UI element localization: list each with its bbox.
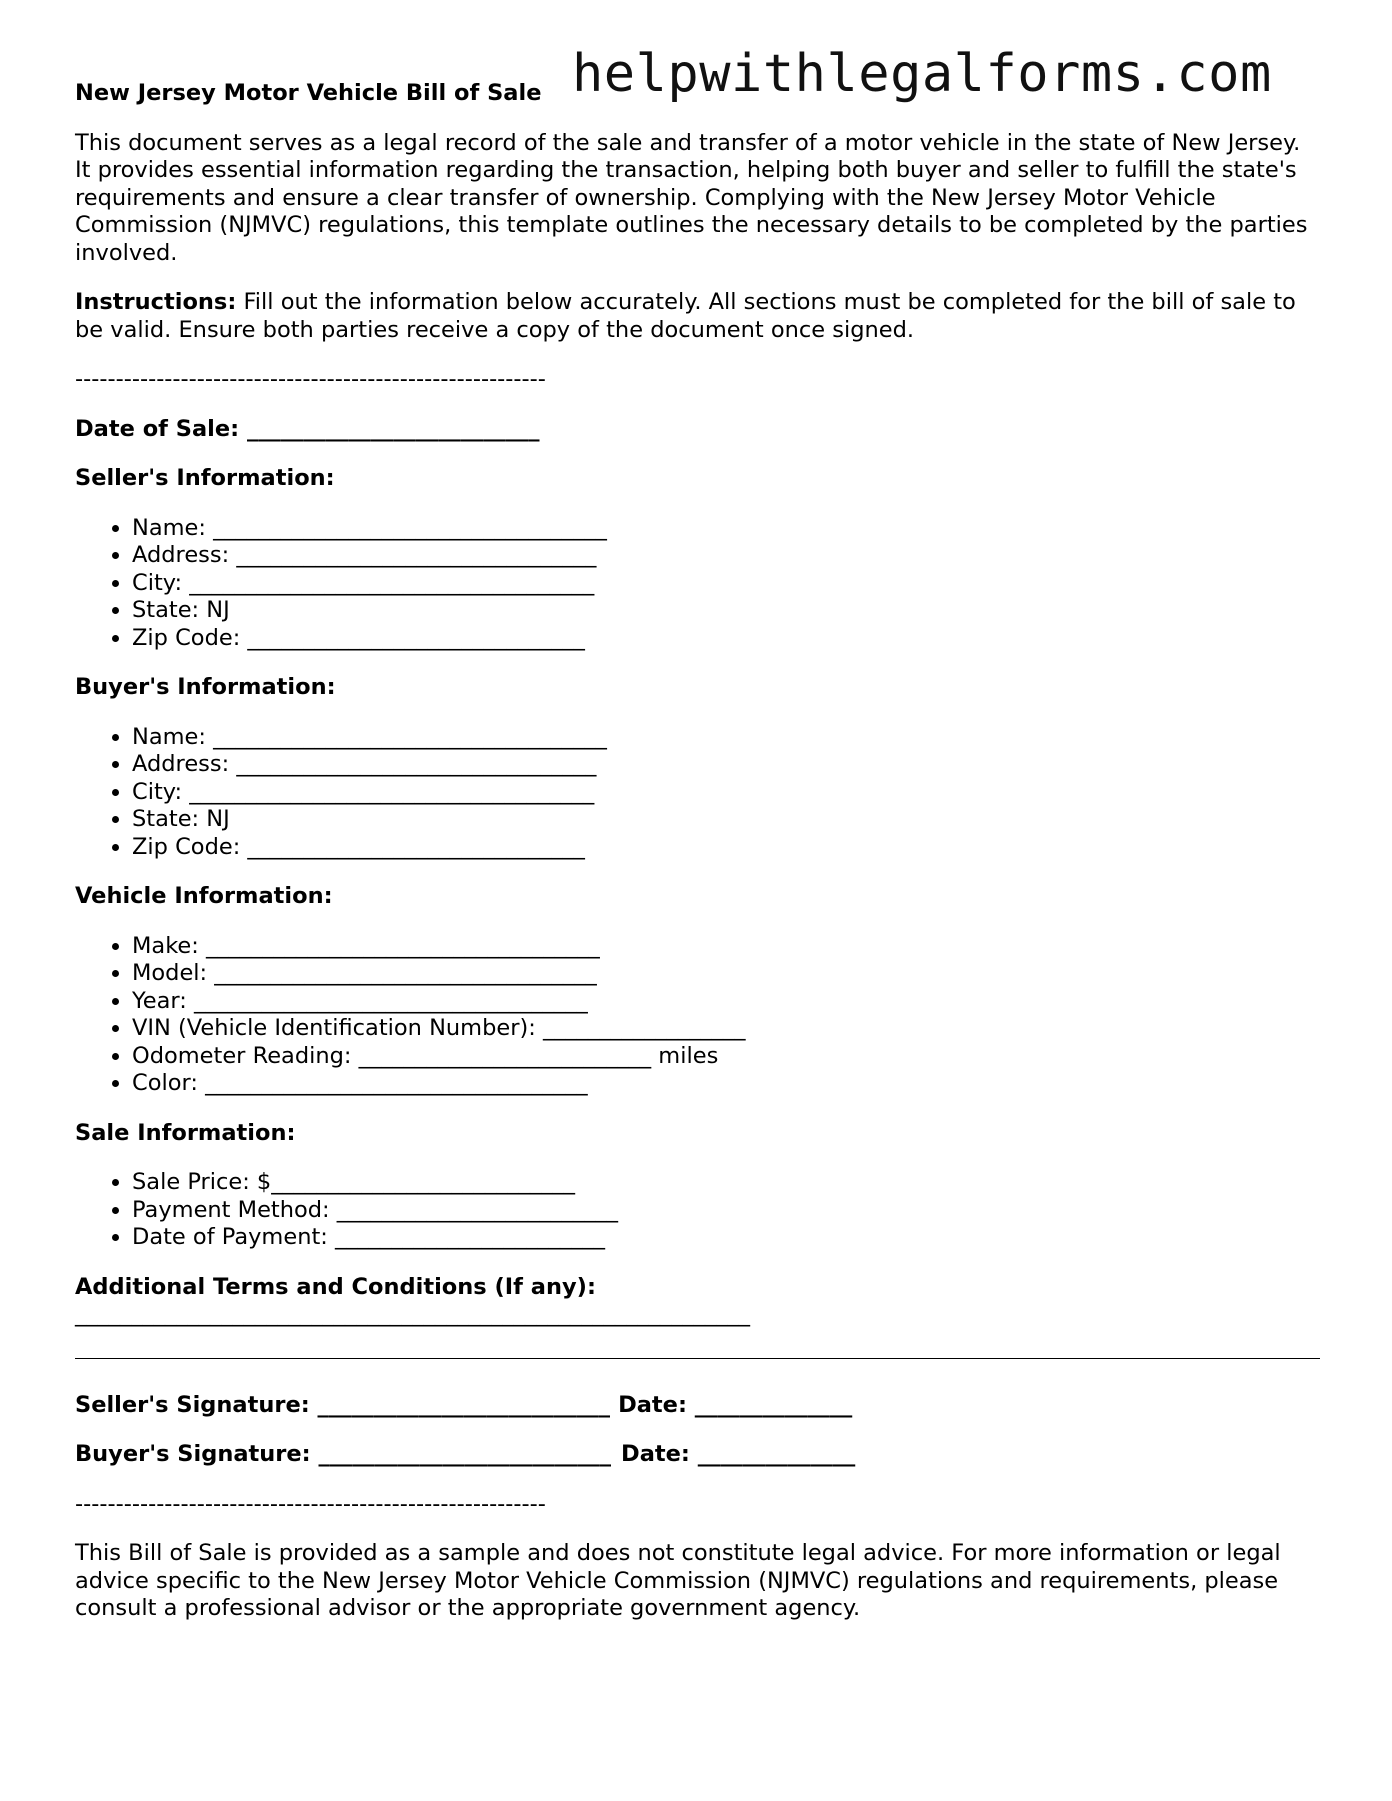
terms-line-field[interactable]: ____________________________________________________________	[75, 1301, 750, 1327]
vehicle-year-field[interactable]: • Year: ___________________________________	[132, 988, 1320, 1016]
document-body	[75, 80, 1320, 1623]
instructions-label: Instructions:	[75, 289, 237, 315]
seller-date-field[interactable]: ______________	[686, 1391, 853, 1418]
seller-signature-row	[75, 1392, 1320, 1420]
terms-full-rule[interactable]	[75, 1358, 1320, 1359]
payment-date-field[interactable]: • Date of Payment: ________________________	[132, 1224, 1320, 1252]
seller-name-field[interactable]: • Name: ___________________________________	[132, 515, 1320, 543]
buyer-list	[75, 724, 1320, 862]
buyer-date-field[interactable]: ______________	[689, 1441, 856, 1467]
sale-price-field[interactable]: • Sale Price: $___________________________	[132, 1169, 1320, 1197]
vehicle-make-field[interactable]: • Make: ___________________________________	[132, 933, 1320, 961]
watermark-text: helpwithlegalforms.com	[572, 44, 1272, 104]
document-title: New Jersey Motor Vehicle Bill of Sale	[75, 80, 542, 106]
buyer-signature-label: Buyer's Signature:	[75, 1441, 311, 1467]
seller-date-label: Date:	[618, 1391, 687, 1418]
separator-top: ----------------------------------------------------------	[75, 366, 546, 392]
date-of-sale-row	[75, 416, 1320, 444]
buyer-zip-field[interactable]: • Zip Code: ______________________________	[132, 834, 1320, 862]
payment-method-field[interactable]: • Payment Method: _________________________	[132, 1197, 1320, 1225]
terms-heading: Additional Terms and Conditions (If any):	[75, 1273, 596, 1300]
vehicle-heading: Vehicle Information:	[75, 883, 333, 909]
date-of-sale-label: Date of Sale:	[75, 415, 240, 442]
separator-bottom: ----------------------------------------------------------	[75, 1490, 546, 1517]
vehicle-vin-field[interactable]: • VIN (Vehicle Identification Number): __________________	[132, 1015, 1320, 1043]
instructions-text: Fill out the information below accurately. All sections must be completed for the bill of sale to be valid. Ensure both parties receive a copy of the document once signed.	[75, 289, 1296, 343]
instructions-paragraph	[75, 289, 1320, 344]
seller-signature-label: Seller's Signature:	[75, 1391, 310, 1418]
seller-signature-field[interactable]: __________________________	[309, 1391, 611, 1418]
buyer-heading: Buyer's Information:	[75, 674, 336, 700]
seller-heading: Seller's Information:	[75, 465, 335, 491]
seller-city-field[interactable]: • City: ____________________________________	[132, 570, 1320, 598]
vehicle-odometer-field[interactable]: • Odometer Reading: __________________________ miles	[132, 1043, 1320, 1071]
buyer-date-label: Date:	[621, 1441, 690, 1467]
sale-list	[75, 1169, 1320, 1252]
date-of-sale-field[interactable]: __________________________	[239, 415, 540, 442]
seller-state-field: • State: NJ	[132, 597, 1320, 625]
seller-list	[75, 515, 1320, 653]
vehicle-list	[75, 933, 1320, 1098]
buyer-signature-row	[75, 1441, 1320, 1469]
footer-disclaimer: This Bill of Sale is provided as a sample and does not constitute legal advice. For more information or legal advice specific to the New Jersey Motor Vehicle Commission (NJMVC) regulations and requirements, please consult a professional advisor or the appropriate government agency.	[75, 1540, 1281, 1621]
buyer-address-field[interactable]: • Address: ________________________________	[132, 751, 1320, 779]
buyer-name-field[interactable]: • Name: ___________________________________	[132, 724, 1320, 752]
intro-paragraph: This document serves as a legal record of the sale and transfer of a motor vehicle in the state of New Jersey. It provides essential information regarding the transaction, helping both buyer and seller to fulfill the state's requirements and ensure a clear transfer of ownership. Complying with the New Jersey Motor Vehicle Commission (NJMVC) regulations, this template outlines the necessary details to be completed by the parties involved.	[75, 129, 1308, 266]
buyer-state-field: • State: NJ	[132, 806, 1320, 834]
sale-heading: Sale Information:	[75, 1119, 296, 1146]
seller-zip-field[interactable]: • Zip Code: ______________________________	[132, 625, 1320, 653]
buyer-city-field[interactable]: • City: ____________________________________	[132, 779, 1320, 807]
vehicle-color-field[interactable]: • Color: __________________________________	[132, 1070, 1320, 1098]
buyer-signature-field[interactable]: __________________________	[310, 1441, 612, 1467]
seller-address-field[interactable]: • Address: ________________________________	[132, 542, 1320, 570]
vehicle-model-field[interactable]: • Model: __________________________________	[132, 960, 1320, 988]
